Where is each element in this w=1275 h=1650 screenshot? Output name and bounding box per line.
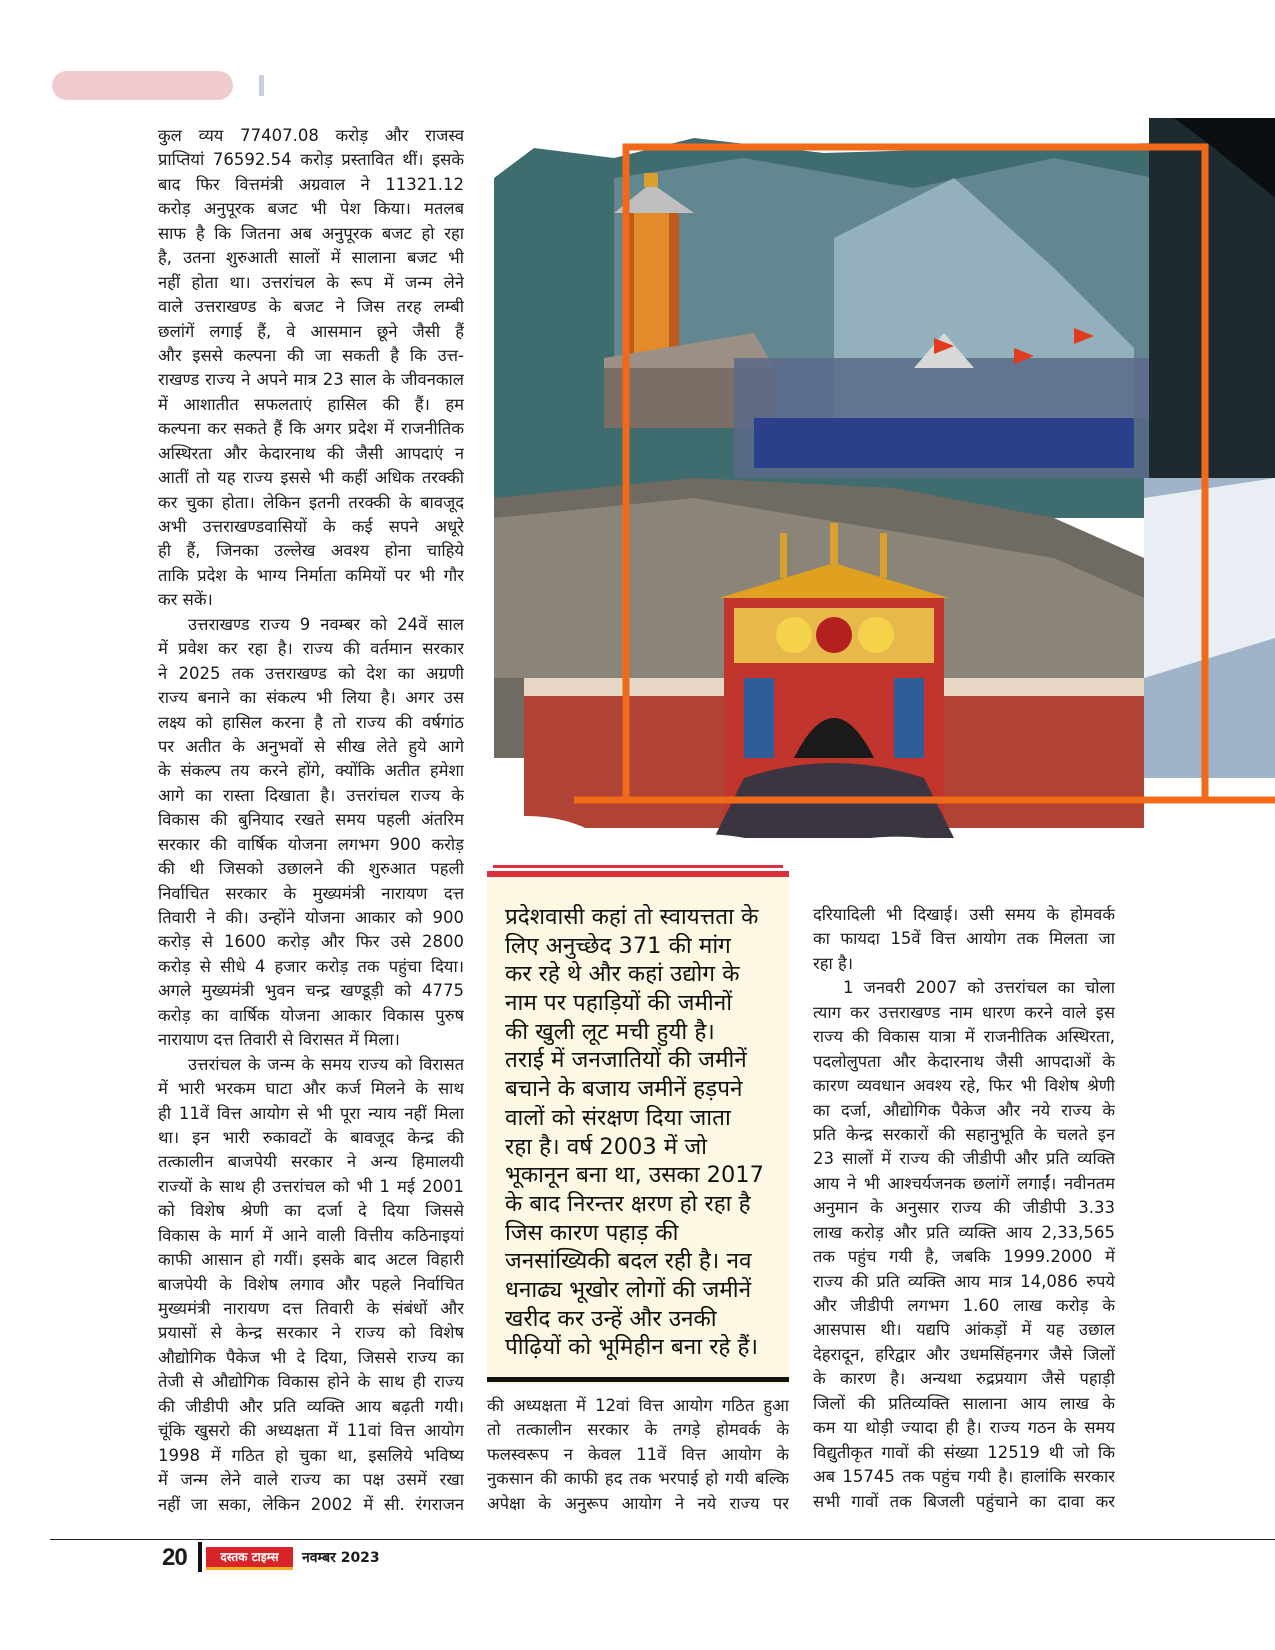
text-line: अगले मुख्यमंत्री भुवन चन्द्र खण्डूड़ी को 4775: [158, 981, 464, 1001]
pull-quote-line: प्रदेशवासी कहां तो स्वायत्तता के: [505, 904, 759, 930]
text-line: वाले उत्तराखण्ड के बजट ने जिस तरह लम्बी: [158, 297, 464, 317]
text-line: नुकसान की काफी हद तक भरपाई हो गयी बल्कि: [487, 1469, 789, 1489]
text-line: आसपास थी। यद्यपि आंकड़ों में यह उछाल: [813, 1320, 1115, 1340]
section-tag-pill: [52, 71, 233, 100]
text-line: अभी उत्तराखण्डवासियों के कई सपने अधूरे: [158, 517, 464, 536]
text-line: लक्ष्य को हासिल करना है तो राज्य की वर्षगांठ: [158, 712, 464, 732]
pull-quote-box: [487, 871, 789, 1384]
pull-quote-line: बचाने के बजाय जमीनें हड़पने: [505, 1076, 743, 1103]
text-line: अनुमान के अनुसार राज्य की जीडीपी 3.33: [813, 1198, 1115, 1218]
text-line: निर्वाचित सरकार के मुख्यमंत्री नारायण दत्त: [158, 883, 464, 903]
pull-quote-line: जिस कारण पहाड़ की: [505, 1219, 679, 1246]
text-line: प्राप्तियां 76592.54 करोड़ प्रस्तावित थीं। इसके: [158, 150, 464, 170]
text-line: ताकि प्रदेश के भाग्य निर्माता कमियों पर भी गौर: [158, 565, 464, 585]
text-line: औद्योगिक पैकेज भी दे दिया, जिससे राज्य का: [158, 1347, 464, 1367]
text-line: प्रति केन्द्र सरकारों की सहानुभूति के चलते इन: [813, 1124, 1115, 1144]
text-line: प्रयासों से केन्द्र सरकार ने राज्य को विशेष: [158, 1323, 464, 1343]
text-line: अपेक्षा के अनुरूप आयोग ने नये राज्य पर: [487, 1493, 789, 1513]
text-line: पर अतीत के अनुभवों से सीख लेते हुये आगे: [158, 736, 464, 756]
text-line: के संकल्प तय करने होंगे, क्योंकि अतीत हमेशा: [158, 761, 464, 781]
text-line: करोड़ का वार्षिक योजना आकार विकास पुरुष: [158, 1005, 464, 1025]
text-line: कल्पना कर सकते हैं कि अगर प्रदेश में राजनीतिक: [158, 419, 464, 439]
text-line: और इससे कल्पना की जा सकती है कि उत्त-: [158, 345, 464, 365]
text-line: पदलोलुपता और केदारनाथ जैसी आपदाओं के: [813, 1051, 1115, 1071]
pull-quote-line: कर रहे थे और कहां उद्योग के: [505, 961, 740, 988]
text-line: आगे का रास्ता दिखाता है। उत्तरांचल राज्य के: [158, 785, 464, 805]
text-line: विकास की बुनियाद रखते समय पहली अंतरिम: [158, 810, 464, 830]
pull-quote-line: भूकानून बना था, उसका 2017: [505, 1162, 764, 1189]
text-line: को विशेष श्रेणी का दर्जा दे दिया जिससे: [158, 1201, 464, 1221]
text-line: के कारण है। अन्यथा रुद्रप्रयाग जैसे पहाड़ी: [813, 1369, 1115, 1389]
text-line: 1 जनवरी 2007 को उत्तरांचल का चोला: [843, 978, 1115, 998]
text-line: सभी गावों तक बिजली पहुंचाने का दावा कर: [813, 1491, 1115, 1511]
text-line: की अध्यक्षता में 12वां वित्त आयोग गठित हुआ: [487, 1396, 789, 1415]
text-line: कारण व्यवधान अवश्य रहे, फिर भी विशेष श्रेणी: [813, 1076, 1115, 1096]
text-line: कर चुका होता। लेकिन इतनी तरक्की के बावजूद: [158, 492, 464, 512]
text-line: विकास के मार्ग में आने वाली वित्तीय कठिनाइयां: [158, 1225, 464, 1245]
text-line: छलांगें लगाई हैं, वे आसमान छूने जैसी हैं: [158, 321, 464, 341]
text-line: उत्तराखण्ड राज्य 9 नवम्बर को 24वें साल: [188, 614, 464, 634]
text-line: मुख्यमंत्री नारायण दत्त तिवारी के संबंधों और: [158, 1299, 464, 1318]
text-line: राज्य बनाने का संकल्प भी लिया है। अगर उस: [158, 688, 464, 708]
text-line: राखण्ड राज्य ने अपने मात्र 23 साल के जीवनकाल: [158, 370, 464, 390]
text-line: करोड़ से 1600 करोड़ और फिर उसे 2800: [158, 932, 464, 952]
footer-divider: [198, 1542, 202, 1572]
text-line: कुल व्यय 77407.08 करोड़ और राजस्व: [158, 126, 464, 145]
text-line: विद्युतीकृत गावों की संख्या 12519 थी जो कि: [813, 1442, 1115, 1462]
text-line: अस्थिरता और केदारनाथ की जैसी आपदाएं न: [158, 443, 464, 463]
text-line: 23 सालों में राज्य की जीडीपी और प्रति व्यक्ति: [813, 1149, 1115, 1169]
text-line: चूंकि खुसरो की अध्यक्षता में 11वां वित्त आयोग: [158, 1421, 464, 1441]
pull-quote-text: [505, 903, 773, 1362]
text-line: ने 2025 तक उत्तराखण्ड को देश का अग्रणी: [158, 663, 464, 683]
magazine-logo: दस्तक टाइम्स: [206, 1547, 293, 1570]
text-line: सरकार की वार्षिक योजना लगभग 900 करोड़: [158, 834, 464, 854]
text-line: तो तत्कालीन सरकार के तगड़े होमवर्क के: [487, 1420, 789, 1440]
text-line: करोड़ अनुपूरक बजट भी पेश किया। मतलब: [158, 199, 464, 219]
text-line: साफ है कि जितना अब अनुपूरक बजट हो रहा: [158, 223, 464, 243]
text-line: काफी आसान हो गयीं। इसके बाद अटल विहारी: [158, 1250, 464, 1270]
text-line: में जन्म लेने वाले राज्य का पक्ष उसमें रखा: [158, 1470, 464, 1490]
text-line: अब 15745 तक पहुंच गयी है। हालांकि सरकार: [813, 1467, 1115, 1487]
article-column-left: [158, 124, 464, 1517]
text-line: का फायदा 15वें वित्त आयोग तक मिलता जा: [813, 929, 1115, 949]
text-line: राज्य की प्रति व्यक्ति आय मात्र 14,086 रुपये: [813, 1271, 1115, 1291]
text-line: करोड़ से सीधे 4 हजार करोड़ तक पहुंचा दिया।: [158, 956, 464, 976]
text-line: बाजपेयी के विशेष लगाव और पहले निर्वाचित: [158, 1274, 464, 1294]
article-column-right: [813, 903, 1115, 1514]
text-line: देहरादून, हरिद्वार और उधमसिंहनगर जैसे जिलों: [813, 1344, 1115, 1364]
section-tag-divider: [259, 75, 264, 96]
pull-quote-line: धनाढ्य भूखोर लोगों की जमीनें: [505, 1276, 752, 1303]
pull-quote-line: के बाद निरन्तर क्षरण हो रहा है: [505, 1190, 751, 1217]
text-line: में आशातीत सफलताएं हासिल की हैं। हम: [158, 394, 464, 414]
text-line: और जीडीपी लगभग 1.60 लाख करोड़ के: [813, 1296, 1115, 1315]
temples-photo-collage: [494, 118, 1275, 878]
text-line: नहीं जा सका, लेकिन 2002 में सी. रंगराजन: [158, 1494, 464, 1514]
text-line: में भारी भरकम घाटा और कर्ज मिलने के साथ: [158, 1079, 464, 1099]
text-line: नहीं होता था। उत्तरांचल के रूप में जन्म लेने: [158, 272, 464, 292]
pull-quote-line: की खुली लूट मची हुयी है।: [505, 1018, 715, 1045]
pull-quote-line: रहा है। वर्ष 2003 में जो: [505, 1133, 707, 1160]
text-line: राज्य की विकास यात्रा में राजनीतिक अस्थिरता,: [813, 1027, 1115, 1047]
text-line: जिलों की प्रतिव्यक्ति सालाना आय लाख के: [813, 1393, 1115, 1413]
text-line: दरियादिली भी दिखाई। उसी समय के होमवर्क: [813, 905, 1115, 924]
footer-rule: [50, 1539, 1275, 1540]
text-line: नारायाण दत्त तिवारी से विरासत में मिला।: [158, 1030, 400, 1050]
text-line: फलस्वरूप न केवल 11वें वित्त आयोग के: [487, 1444, 789, 1464]
text-line: कम या थोड़ी ज्यादा ही है। राज्य गठन के समय: [813, 1418, 1115, 1438]
text-line: 1998 में गठित हो चुका था, इसलिये भविष्य: [158, 1445, 464, 1465]
text-line: तिवारी ने की। उन्होंने योजना आकार को 900: [158, 908, 464, 927]
text-line: आतीं तो यह राज्य इससे भी कहीं अधिक तरक्की: [158, 468, 464, 488]
text-line: तत्कालीन बाजपेयी सरकार ने अन्य हिमालयी: [158, 1152, 464, 1172]
pull-quote-bottom-rule: [487, 1377, 789, 1382]
pull-quote-line: खरीद कर उन्हें और उनकी: [505, 1305, 717, 1332]
text-line: था। इन भारी रुकावटों के बावजूद केन्द्र की: [158, 1127, 464, 1147]
text-line: बाद फिर वित्तमंत्री अग्रवाल ने 11321.12: [158, 174, 464, 194]
pull-quote-line: लिए अनुच्छेद 371 की मांग: [505, 932, 731, 959]
text-line: है, उतना शुरुआती सालों में सालाना बजट भी: [158, 248, 464, 268]
pull-quote-line: तराई में जनजातियों की जमीनें: [505, 1047, 747, 1074]
text-line: में प्रवेश कर रहा है। राज्य की वर्तमान सरकार: [158, 639, 464, 659]
text-line: ही 11वें वित्त आयोग से भी पूरा न्याय नहीं मिला: [158, 1103, 464, 1123]
pull-quote-line: वालों को संरक्षण दिया जाता: [505, 1104, 731, 1131]
text-line: आय ने भी आश्चर्यजनक छलांगें लगाईं। नवीनतम: [813, 1173, 1115, 1193]
text-line: तक पहुंच गयी है, जबकि 1999.2000 में: [813, 1247, 1115, 1267]
page-number: 20: [162, 1544, 187, 1571]
text-line: उत्तरांचल के जन्म के समय राज्य को विरासत: [188, 1054, 464, 1074]
text-line: तेजी से औद्योगिक विकास होने के साथ ही राज्य: [158, 1372, 464, 1392]
text-line: रहा है।: [813, 953, 854, 973]
pull-quote-line: नाम पर पहाड़ियों की जमीनों: [505, 990, 733, 1017]
issue-date: नवम्बर 2023: [302, 1550, 380, 1566]
text-line: कर सकें।: [158, 590, 213, 610]
text-line: ही हैं, जिनका उल्लेख अवश्य होना चाहिये: [158, 541, 464, 561]
text-line: की थी जिसको उछालने की शुरुआत पहली: [158, 859, 464, 879]
article-column-middle: [487, 1394, 789, 1516]
text-line: का दर्जा, औद्योगिक पैकेज और नये राज्य के: [813, 1100, 1115, 1120]
text-line: राज्यों के साथ ही उत्तरांचल को भी 1 मई 2001: [158, 1176, 464, 1196]
text-line: लाख करोड़ और प्रति व्यक्ति आय 2,33,565: [813, 1222, 1115, 1242]
pull-quote-line: पीढ़ियों को भूमिहीन बना रहे हैं।: [505, 1334, 758, 1361]
text-line: की जीडीपी और प्रति व्यक्ति आय बढ़ती गयी।: [158, 1396, 464, 1416]
text-line: त्याग कर उत्तराखण्ड नाम धारण करने वाले इस: [813, 1002, 1115, 1022]
pull-quote-line: जनसांख्यिकी बदल रही है। नव: [505, 1248, 752, 1275]
